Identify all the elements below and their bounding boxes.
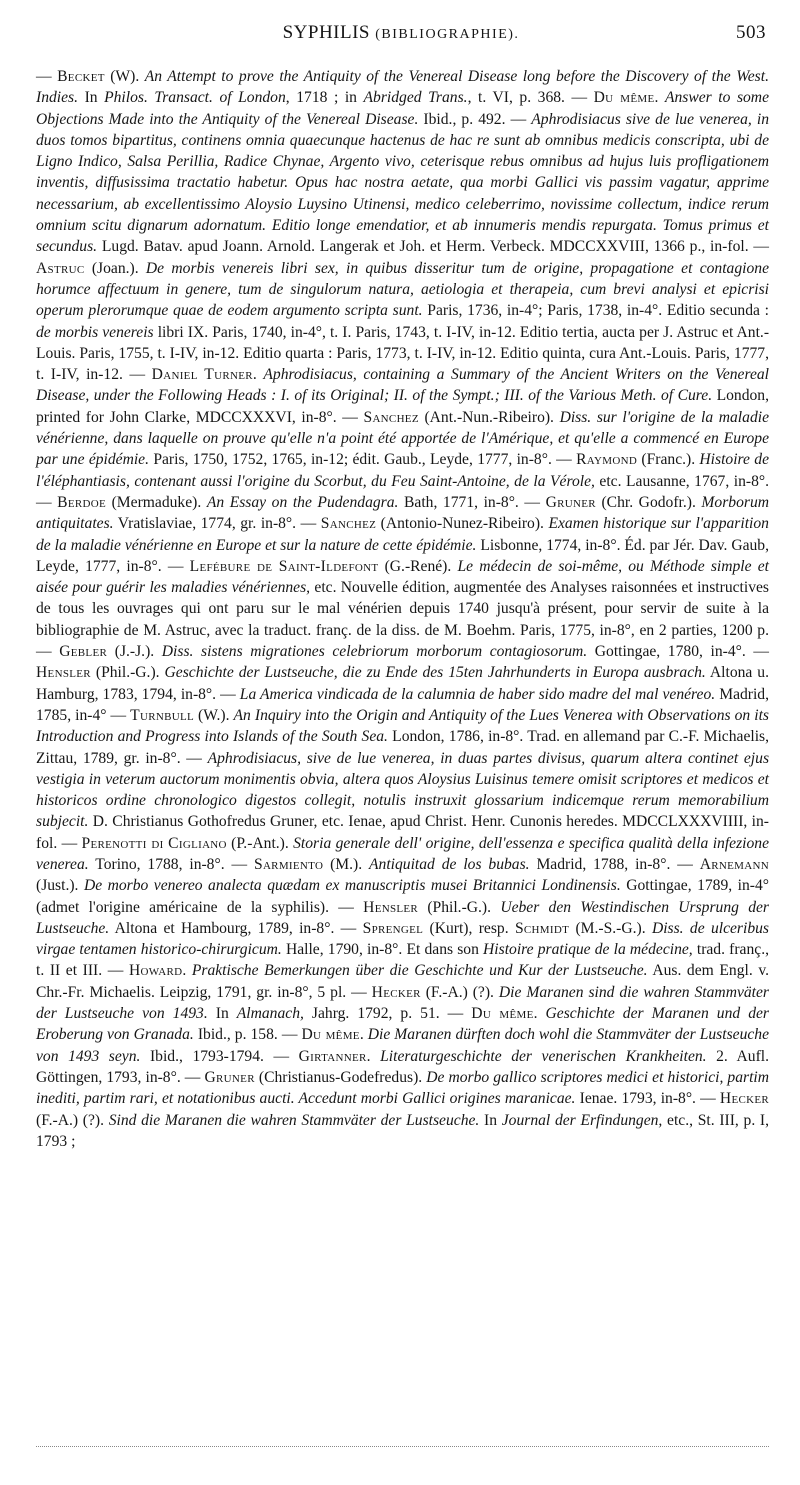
title-text: Histoire de l'éléphantiasis, contenant aussi l'origine du Scorbut, du Feu Saint-Antoine, de la Vérole, (36, 451, 769, 490)
title-text: Antiquitad de los bubas. (369, 855, 530, 873)
title-text: Morborum antiquitates. (36, 493, 769, 533)
title-text: Literaturgeschichte der venerischen Krankheiten. (380, 1047, 707, 1065)
title-text: Storia generale dell' origine, dell'essenza e specifica qualità della infezione venerea. (36, 834, 769, 873)
title-text: Ueber den Westindischen Ursprung der Lustseuche. (36, 898, 770, 937)
author-name: Hecker (371, 983, 421, 1001)
author-name: Gebler (59, 643, 108, 661)
citation-text: , 1718 ; in (285, 89, 364, 107)
title-text: Answer to some Objections Made into the Antiquity of the Venereal Disease. (36, 89, 769, 128)
author-name: Daniel Turner (151, 366, 253, 384)
citation-text: Altona u. Hamburg, 1783, 1794, in-8°. — (36, 664, 769, 703)
citation-text: Madrid, 1788, in-8°. — (529, 855, 700, 873)
citation-text: . (654, 89, 665, 107)
citation-text: (Chr. Godofr.). (595, 493, 702, 511)
title-text: Diss. sur l'origine de la maladie vénérienne, dans laquelle on prouve qu'elle n'a point été apportée de l'Amérique, et qu'elle a commencé en Europe par une épidémie. (36, 408, 769, 469)
citation-text: Paris, 1750, 1752, 1765, in-12; édit. Gaub., Leyde, 1777, in-8°. — (149, 451, 577, 469)
title-text: Le médecin de soi-même, ou Méthode simple et aisée pour guérir les maladies vénériennes, (36, 557, 770, 597)
author-name: Arnemann (699, 855, 769, 873)
citation-text: (Phil.-G.). (418, 898, 501, 916)
citation-text: (Phil.-G.). (90, 664, 165, 682)
citation-text: . (366, 1047, 381, 1065)
author-name: Sarmiento (253, 855, 324, 873)
title-text: Examen historique sur l'apparition de la maladie vénérienne en Europe et sur la nature de cette épidémie. (36, 515, 769, 554)
citation-text: Ibid., p. 492. — (418, 110, 532, 128)
citation-text: . (252, 366, 264, 384)
author-name: Berdoe (57, 493, 107, 511)
author-name: Astruc (36, 259, 85, 277)
title-text: Aphrodisiacus sive de lue venerea, in duos tomos bipartitus, continens omnia quaecunque hactenus de hac re sunt ab omnibus medicis conscripta, ubi de Ligno Indico, Salsa Perillia, Radice Chynae, Argento vivo, ceterisque rebus omnibus ad hujus luis profligationem inventis, diffusissima tractatio habetur. Opus hac nostra aetate, qua morbi Gallici vis passim vagatur, apprime necessarium, ab excellentissimo Aloysio Luysino Utinensi, medico celeberrimo, novissime collectum, indice rerum omnium scitu dignarum adornatum. Editio longe emendatior, et ab innumeris mendis repurgata. Tomus primus et secundus. (36, 110, 769, 256)
title-text: Journal der Erfindungen, (501, 1111, 663, 1129)
citation-text: Lisbonne, 1774, in-8°. Éd. par Jér. Dav. Gaub, Leyde, 1777, in-8°. — (36, 536, 769, 575)
title-text: de morbis venereis (36, 323, 154, 341)
citation-text: London, printed for John Clarke, MDCCXXXVI, in-8°. — (36, 387, 769, 426)
citation-text: (G.-René). (378, 557, 458, 575)
citation-text: Madrid, 1785, in-4° — (36, 685, 770, 724)
title-text: De morbo gallico scriptores medici et historici, partim inediti, partim rari, et notationibus aucti. Accedunt morbi Gallici origines maranicae. (36, 1068, 770, 1108)
title-text: La America vindicada de la calumnia de haber sido madre del mal venéreo. (239, 685, 716, 703)
author-name: Turnbull (130, 706, 194, 724)
author-name: Hensler (36, 664, 91, 682)
citation-text: Torino, 1788, in-8°. — (88, 855, 254, 873)
author-name: Sanchez (320, 515, 377, 533)
citation-text: (F.-A.) (?). (420, 983, 499, 1001)
title-text: Diss. sistens migrationes celebriorum morborum contagiosorum. (161, 643, 588, 661)
author-name: Girtanner (298, 1047, 367, 1065)
title-text: Sind die Maranen die wahren Stammväter der Lustseuche. (108, 1111, 480, 1129)
citation-text: . (182, 962, 192, 980)
citation-text: In (78, 89, 105, 107)
citation-text: (M.). (323, 855, 370, 873)
author-name: Du même (301, 1026, 360, 1044)
title-text: An Essay on the Pudendagra. (206, 493, 399, 511)
citation-text: libri IX. Paris, 1740, in-4°, t. I. Paris, 1743, t. I-IV, in-12. Editio tertia, aucta per J. Astruc et Ant.-Louis. Paris, 1755, t. I-IV, in-12. Editio quarta : Paris, 1773, t. I-IV, in-12. Editio quinta, cura Ant.-Louis. Paris, 1777, t. I-IV, in-12. — (36, 323, 770, 384)
author-name: Raymond (576, 451, 638, 469)
title-text: Histoire pratique de la médecine, (483, 941, 693, 959)
citation-text: (Ant.-Nun.-Ribeiro). (418, 408, 560, 426)
citation-text: (Just.). (36, 877, 84, 895)
title-text: Geschichte der Lustseuche, die zu Ende des 15ten Jahrhunderts in Europa ausbrach. (164, 664, 706, 682)
citation-text: Ienae. 1793, in-8°. — (575, 1090, 720, 1108)
author-name: Perenotti di Cigliano (81, 834, 227, 852)
title-text: Praktische Bemerkungen über die Geschichte und Kur der Lustseuche. (191, 962, 648, 980)
title-text: An Attempt to prove the Antiquity of the Venereal Disease long before the Discovery of the West. Indies. (36, 68, 769, 107)
author-name: Howard (128, 962, 183, 980)
citation-text: 2. Aufl. Göttingen, 1793, in-8°. — (36, 1047, 769, 1086)
citation-text: . (359, 1026, 368, 1044)
running-title-subtitle: (BIBLIOGRAPHIE). (375, 27, 520, 42)
citation-text: (Kurt), resp. (423, 919, 515, 937)
citation-text: Altona et Hambourg, 1789, in-8°. — (109, 919, 363, 937)
citation-text: Jahrg. 1792, p. 51. — (303, 1005, 472, 1023)
author-name: Sanchez (363, 408, 419, 426)
citation-text: (Joan.). (84, 259, 146, 277)
citation-text: . (533, 1005, 546, 1023)
citation-text: (Christianus-Godefredus). (254, 1068, 427, 1086)
citation-text: Ibid., 1793-1794. — (140, 1047, 299, 1065)
citation-text: (P.-Ant.). (226, 834, 294, 852)
bibliography-text (36, 66, 769, 1152)
author-name: Gruner (204, 1068, 255, 1086)
title-text: Aphrodisiacus, sive de lue venerea, in duas partes divisus, quarum altera continet ejus vestigia in veterum auctorum monimentis obvia, altera quos Aloysius Luisinus temere omisit scriptores et medicos et historicos ordine chronologico digestos collegit, notulis instruxit glossarium indicemque rerum memorabilium subjecit. (36, 749, 770, 831)
bibliography-paragraph (36, 66, 769, 1152)
citation-text: Halle, 1790, in-8°. Et dans son (281, 941, 484, 959)
citation-text: (M.-S.-G.). (569, 919, 652, 937)
citation-text: (W). (104, 68, 145, 85)
citation-text: Ibid., p. 158. — (193, 1026, 302, 1044)
title-text: Die Maranen dürften doch wohl die Stammväter der Lustseuche von 1493 seyn. (36, 1026, 769, 1065)
page-header (36, 22, 766, 52)
title-text: Philos. Transact. of London (104, 89, 286, 107)
citation-text: (W.). (194, 706, 234, 724)
title-text: Aphrodisiacus, containing a Summary of the Ancient Writers on the Venereal Disease, under the Following Heads : I. of its Original; II. of the Sympt.; III. of the Various Meth. of Cure. (36, 366, 769, 405)
citation-text: Paris, 1736, in-4°; Paris, 1738, in-4°. Editio secunda : (422, 302, 769, 320)
page-number: 503 (736, 22, 766, 43)
citation-text: Aus. dem Engl. v. Chr.-Fr. Michaelis. Leipzig, 1791, gr. in-8°, 5 pl. — (36, 962, 770, 1001)
citation-text: — (36, 68, 58, 85)
author-name: Hensler (363, 898, 419, 916)
citation-text: (Antonio-Nunez-Ribeiro). (376, 515, 549, 533)
author-name: Hecker (719, 1090, 770, 1108)
citation-text: Gottingae, 1780, in-4°. — (587, 643, 769, 661)
citation-text: Bath, 1771, in-8°. — (398, 493, 546, 511)
running-title-main: SYPHILIS (282, 22, 370, 43)
citation-text: etc. Lausanne, 1767, in-8°. — (36, 472, 770, 511)
citation-text: In (479, 1111, 502, 1129)
citation-text: London, 1786, in-8°. Trad. en allemand par C.-F. Michaelis, Zittau, 1789, gr. in-8°. — (36, 728, 770, 767)
author-name: Schmidt (514, 919, 570, 937)
title-text: Geschichte der Maranen und der Eroberung von Granada. (36, 1005, 769, 1044)
citation-text: D. Christianus Gothofredus Gruner, etc. Ienae, apud Christ. Henr. Cunonis heredes. MDCCLXXXVIIII, in-fol. — (36, 813, 769, 852)
citation-text: (J.-J.). (107, 643, 162, 661)
author-name: Du même (471, 1005, 534, 1023)
author-name: Becket (57, 68, 105, 85)
title-text: De morbis venereis libri sex, in quibus disseritur tum de origine, propagatione et contagione horumce affectuum in genere, tum de singulorum natura, aetiologia et therapeia, cum brevi analysi et epicrisi operum plerorumque quae de eodem argumento scripta sunt. (36, 259, 769, 320)
title-text: Abridged Trans. (363, 89, 468, 107)
running-title (36, 22, 766, 44)
author-name: Du même (593, 89, 655, 107)
citation-text: etc., St. III, p. I, 1793 ; (36, 1111, 770, 1150)
title-text: Almanach, (236, 1005, 304, 1023)
footer-dotted-rule (36, 1446, 769, 1447)
title-text: Diss. de ulceribus virgae tentamen historico-chirurgicum. (36, 919, 769, 959)
citation-text: (Mermaduke). (106, 493, 207, 511)
citation-text: Lugd. Batav. apud Joann. Arnold. Langerak et Joh. et Herm. Verbeck. MDCCXXVIII, 1366 p., in-fol. — (97, 238, 769, 256)
author-name: Sprengel (362, 919, 424, 937)
title-text: An Inquiry into the Origin and Antiquity of the Lues Venerea with Observations on its Introduction and Progress into Islands of the South Sea. (36, 706, 769, 746)
citation-text: trad. franç., t. II et III. — (36, 941, 769, 980)
title-text: De morbo venereo analecta quædam ex manuscriptis musei Britannici Londinensis. (83, 877, 621, 895)
citation-text: Gottingae, 1789, in-4° (admet l'origine américaine de la syphilis). — (36, 877, 769, 916)
citation-text: , t. VI, p. 368. — (467, 89, 594, 107)
citation-text: In (207, 1005, 237, 1023)
citation-text: (Franc.). (637, 451, 700, 469)
title-text: Die Maranen sind die wahren Stammväter der Lustseuche von 1493. (36, 983, 769, 1023)
citation-text: etc. Nouvelle édition, augmentée des Analyses raisonnées et instructives de tous les ouvrages qui ont paru sur le mal vénérien depuis 1740 jusqu'à présent, pour servir de suite à la bibliographie de M. Astruc, avec la traduct. franç. de la diss. de M. Boehm. Paris, 1775, in-8°, en 2 parties, 1200 p. — (36, 579, 769, 661)
author-name: Gruner (545, 493, 596, 511)
citation-text: Vratislaviae, 1774, gr. in-8°. — (113, 515, 321, 533)
citation-text: (F.-A.) (?). (36, 1111, 109, 1129)
author-name: Lefébure de Saint-Ildefont (189, 557, 379, 575)
